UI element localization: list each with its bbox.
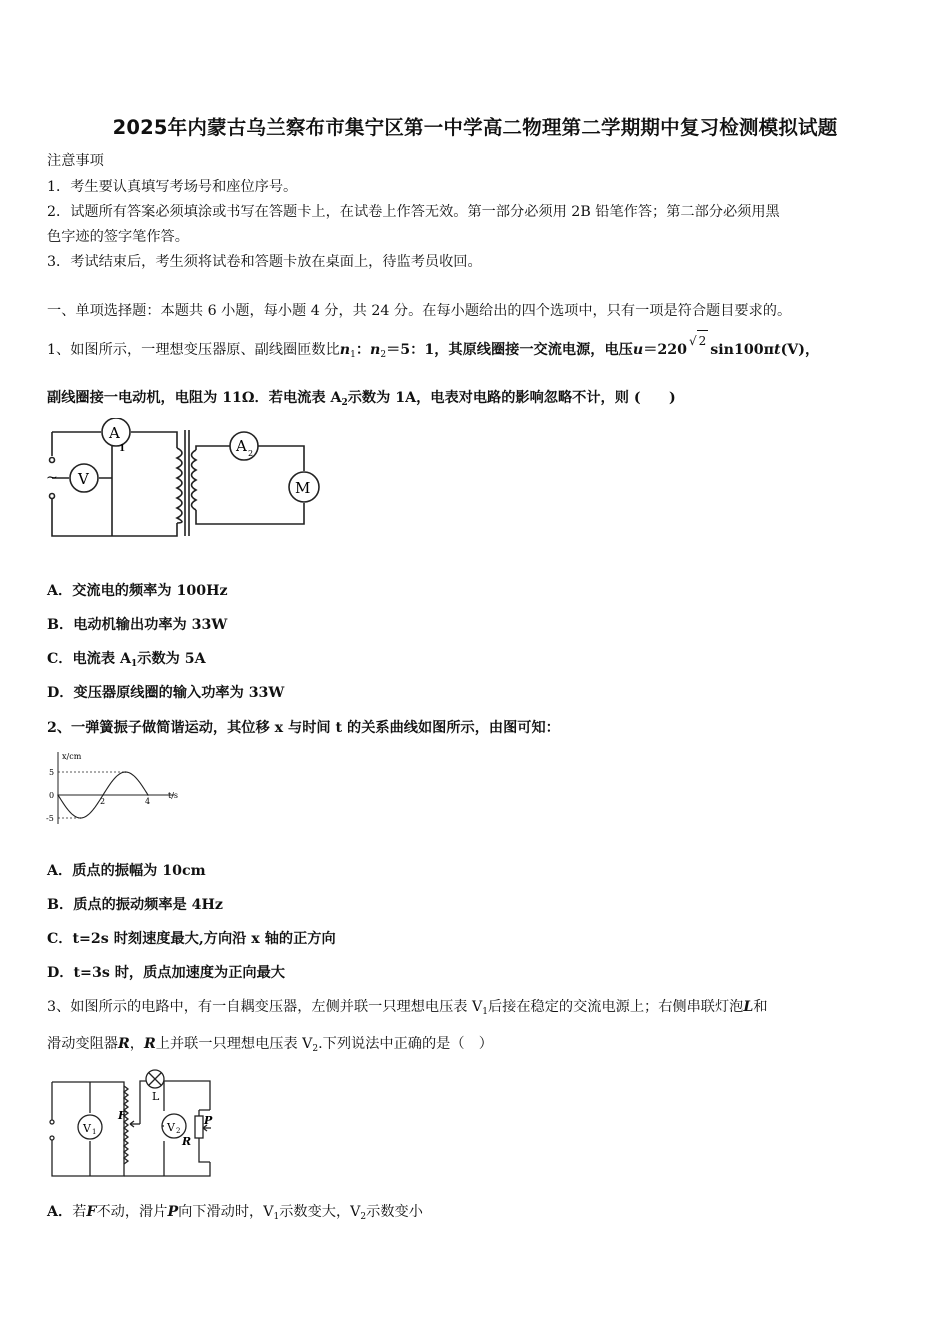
- f-label: F: [118, 1109, 126, 1122]
- l-label: L: [152, 1090, 160, 1103]
- x-tick-label: 4: [145, 797, 151, 806]
- transformer-circuit-figure: [44, 418, 334, 543]
- a2-label: A: [236, 437, 247, 455]
- q1-option-b: B．电动机输出功率为 33W: [47, 617, 228, 633]
- data-point: [102, 794, 104, 796]
- m-label: M: [295, 479, 311, 497]
- terminal: [50, 494, 55, 499]
- r-label: R: [182, 1135, 192, 1148]
- a2-sub: 2: [248, 449, 254, 458]
- terminal: [50, 458, 55, 463]
- v1-label: V: [83, 1122, 91, 1135]
- p-label: P: [204, 1114, 213, 1127]
- q2-option-c: C．t=2s 时刻速度最大,方向沿 x 轴的正方向: [47, 931, 336, 947]
- y-tick-label: -5: [46, 814, 54, 823]
- q1-option-c: C．电流表 $A_1$示数为 5A: [47, 651, 206, 669]
- q3-stem-line1: 3、如图所示的电路中，有一自耦变压器，左侧并联一只理想电压表 $V_1$后接在稳定的交流电源上；右侧串联灯泡L和: [47, 999, 768, 1017]
- q1-stem-line1: 1、如图所示，一理想变压器原、副线圈匝数比$n_1$：$n_2=5$：1，其原线圈接一交流电源，电压u＝220√ 2sin100πt(V)，: [47, 339, 819, 365]
- q1-option-a: A．交流电的频率为 100Hz: [47, 583, 228, 599]
- ac-source-symbol: ~: [46, 470, 58, 486]
- notice-item: 3．考试结束后，考生须将试卷和答题卡放在桌面上，待监考员收回。: [47, 254, 482, 270]
- data-point: [57, 794, 59, 796]
- a1-sub: 1: [119, 444, 126, 454]
- v2-sub: 2: [176, 1127, 181, 1135]
- autotransformer-circuit-figure: [44, 1066, 224, 1181]
- exam-title: 2025年内蒙古乌兰察布市集宁区第一中学高二物理第二学期期中复习检测模拟试题: [112, 116, 838, 139]
- y-tick-label: 0: [49, 791, 55, 800]
- y-axis-label: x/cm: [62, 752, 82, 761]
- notice-item: 2．试题所有答案必须填涂或书写在答题卡上，在试卷上作答无效。第一部分必须用 2B 铅笔作答；第二部分必须用黑: [47, 204, 780, 220]
- rheostat-r: [195, 1116, 203, 1138]
- q2-stem: 2、一弹簧振子做简谐运动，其位移 x 与时间 t 的关系曲线如图所示，由图可知：: [47, 720, 560, 736]
- v2-label: V: [167, 1121, 175, 1134]
- terminal: [50, 1120, 54, 1124]
- terminal: [50, 1136, 54, 1140]
- data-point: [147, 794, 149, 796]
- sqrt-symbol: √ 2: [689, 330, 708, 351]
- q3-stem-line2: 滑动变阻器R，R上并联一只理想电压表 $V_2$.下列说法中正确的是（ ）: [47, 1036, 493, 1054]
- data-point: [125, 771, 127, 773]
- secondary-coil: [192, 450, 197, 510]
- notice-heading: 注意事项: [47, 153, 104, 169]
- v1-sub: 1: [92, 1128, 97, 1136]
- data-point: [80, 817, 82, 819]
- section-heading: 一、单项选择题：本题共 6 小题，每小题 4 分，共 24 分。在每小题给出的四个选项中，只有一项是符合题目要求的。: [47, 303, 792, 319]
- q2-option-b: B．质点的振动频率是 4Hz: [47, 897, 223, 913]
- primary-coil: [177, 448, 182, 523]
- displacement-time-chart: [44, 750, 184, 830]
- a1-label: A: [109, 424, 120, 442]
- notice-item: 1．考生要认真填写考场号和座位序号。: [47, 179, 298, 195]
- notice-item: 色字迹的签字笔作答。: [47, 229, 189, 245]
- v-label: V: [78, 470, 89, 488]
- x-tick-label: 2: [100, 797, 106, 806]
- q3-option-a: A．若F不动，滑片P向下滑动时，$V_1$示数变大，$V_2$示数变小: [47, 1204, 423, 1222]
- q1-stem-line2: 副线圈接一电动机，电阻为 11Ω．若电流表 $A_2$示数为 1A，电表对电路的影响忽略不计，则 ( ): [47, 390, 676, 408]
- q2-option-a: A．质点的振幅为 10cm: [47, 863, 206, 879]
- q1-option-d: D．变压器原线圈的输入功率为 33W: [47, 685, 285, 701]
- y-tick-label: 5: [49, 768, 55, 777]
- q2-option-d: D．t=3s 时，质点加速度为正向最大: [47, 965, 285, 981]
- x-axis-label: t/s: [168, 791, 179, 800]
